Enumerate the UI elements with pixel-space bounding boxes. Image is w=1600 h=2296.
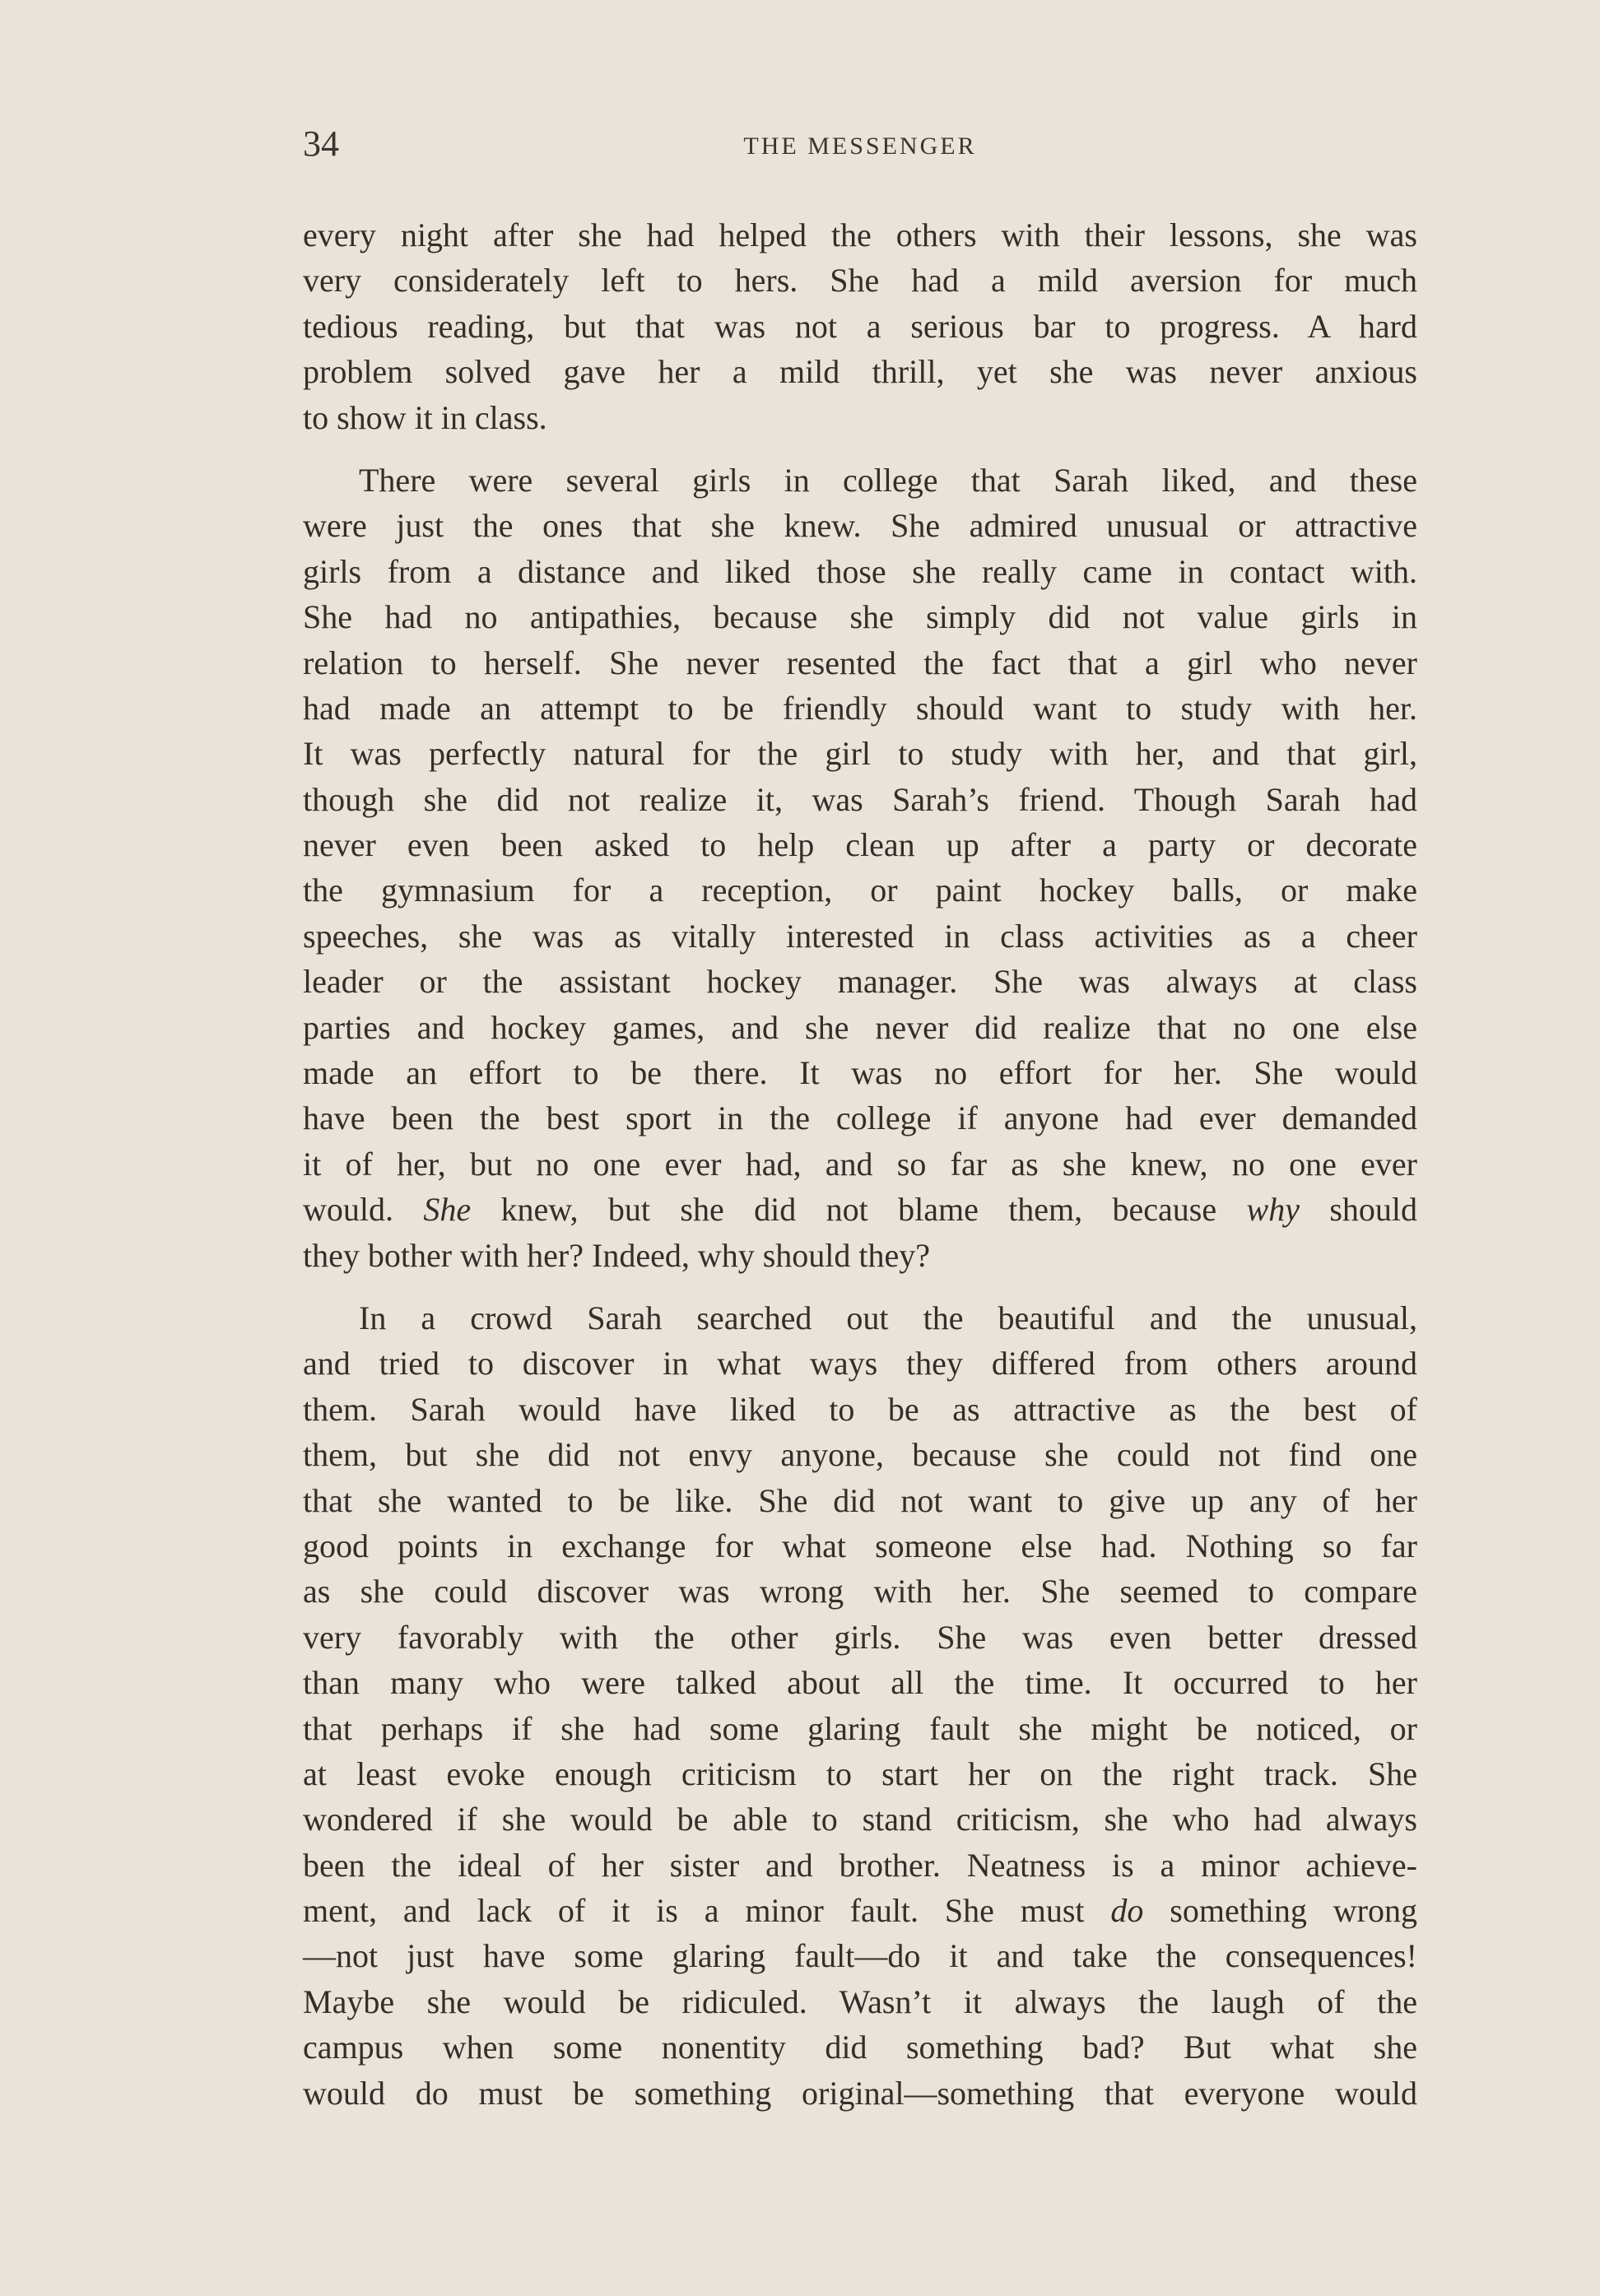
text-line: would do must be something original—something that everyone would bbox=[303, 2074, 1417, 2112]
text-line: relation to herself. She never resented the fact that a girl who never bbox=[303, 644, 1417, 681]
text-line: than many who were talked about all the time. It occurred to her bbox=[303, 1664, 1417, 1702]
text-line: that perhaps if she had some glaring fault she might be noticed, or bbox=[303, 1709, 1417, 1747]
body-text bbox=[303, 212, 1417, 2116]
text-line: been the ideal of her sister and brother. Neatness is a minor achieve- bbox=[303, 1846, 1417, 1884]
text-line: that she wanted to be like. She did not want to give up any of her bbox=[303, 1481, 1417, 1519]
text-line: very considerately left to hers. She had a mild aversion for much bbox=[303, 262, 1417, 300]
text-line: Maybe she would be ridiculed. Wasn’t it always the laugh of the bbox=[303, 1982, 1417, 2020]
text-line: were just the ones that she knew. She admired unusual or attractive bbox=[303, 507, 1417, 545]
text-line: to show it in class. bbox=[303, 398, 547, 436]
text-line: It was perfectly natural for the girl to study with her, and that girl, bbox=[303, 735, 1417, 773]
paragraph-3 bbox=[303, 1295, 1417, 2116]
italic-word: why bbox=[1246, 1191, 1300, 1229]
text-line: good points in exchange for what someone else had. Nothing so far bbox=[303, 1527, 1417, 1564]
text-run: something wrong bbox=[1143, 1892, 1417, 1930]
italic-word: She bbox=[423, 1191, 472, 1229]
text-line: made an effort to be there. It was no effort for her. She would bbox=[303, 1054, 1417, 1092]
running-head bbox=[303, 123, 1417, 173]
text-line-with-italics bbox=[303, 1187, 1417, 1232]
text-line: they bother with her? Indeed, why should they? bbox=[303, 1236, 931, 1274]
text-line: There were several girls in college that Sarah liked, and these bbox=[359, 461, 1417, 499]
italic-word: do bbox=[1110, 1892, 1144, 1930]
text-line: though she did not realize it, was Sarah’s friend. Though Sarah had bbox=[303, 780, 1417, 818]
page-number: 34 bbox=[303, 123, 339, 164]
text-line: as she could discover was wrong with her. She seemed to compare bbox=[303, 1573, 1417, 1610]
text-line-with-italics bbox=[303, 1888, 1417, 1933]
paragraph-2 bbox=[303, 458, 1417, 1278]
text-line: parties and hockey games, and she never did realize that no one else bbox=[303, 1008, 1417, 1046]
text-line: speeches, she was as vitally interested in class activities as a cheer bbox=[303, 917, 1417, 955]
text-line: leader or the assistant hockey manager. She was always at class bbox=[303, 963, 1417, 1001]
text-line: it of her, but no one ever had, and so far as she knew, no one ever bbox=[303, 1145, 1417, 1183]
text-line: —not just have some glaring fault—do it and take the consequences! bbox=[303, 1937, 1417, 1975]
text-line: and tried to discover in what ways they differed from others around bbox=[303, 1345, 1417, 1383]
text-line: She had no antipathies, because she simply did not value girls in bbox=[303, 598, 1417, 636]
paragraph-1 bbox=[303, 212, 1417, 440]
text-run: ment, and lack of it is a minor fault. She must bbox=[303, 1892, 1111, 1930]
text-run: knew, but she did not blame them, because bbox=[471, 1191, 1247, 1229]
text-line: very favorably with the other girls. She was even better dressed bbox=[303, 1618, 1417, 1656]
text-line: had made an attempt to be friendly should want to study with her. bbox=[303, 689, 1417, 727]
text-line: never even been asked to help clean up after a party or decorate bbox=[303, 826, 1417, 864]
text-line: campus when some nonentity did something bad? But what she bbox=[303, 2029, 1417, 2066]
text-line: every night after she had helped the others with their lessons, she was bbox=[303, 216, 1417, 253]
text-line: girls from a distance and liked those she really came in contact with. bbox=[303, 552, 1417, 590]
text-line: wondered if she would be able to stand criticism, she who had always bbox=[303, 1801, 1417, 1838]
text-line: have been the best sport in the college if anyone had ever demanded bbox=[303, 1099, 1417, 1137]
text-line: them. Sarah would have liked to be as attractive as the best of bbox=[303, 1390, 1417, 1428]
text-line: the gymnasium for a reception, or paint hockey balls, or make bbox=[303, 871, 1417, 909]
text-run: would. bbox=[303, 1191, 424, 1229]
text-line: them, but she did not envy anyone, because she could not find one bbox=[303, 1436, 1417, 1474]
text-line: problem solved gave her a mild thrill, yet she was never anxious bbox=[303, 353, 1417, 391]
running-title: THE MESSENGER bbox=[743, 132, 977, 160]
text-run: should bbox=[1299, 1191, 1418, 1229]
text-line: In a crowd Sarah searched out the beautiful and the unusual, bbox=[359, 1299, 1417, 1336]
text-line: at least evoke enough criticism to start her on the right track. She bbox=[303, 1755, 1417, 1792]
text-line: tedious reading, but that was not a serious bar to progress. A hard bbox=[303, 307, 1417, 345]
